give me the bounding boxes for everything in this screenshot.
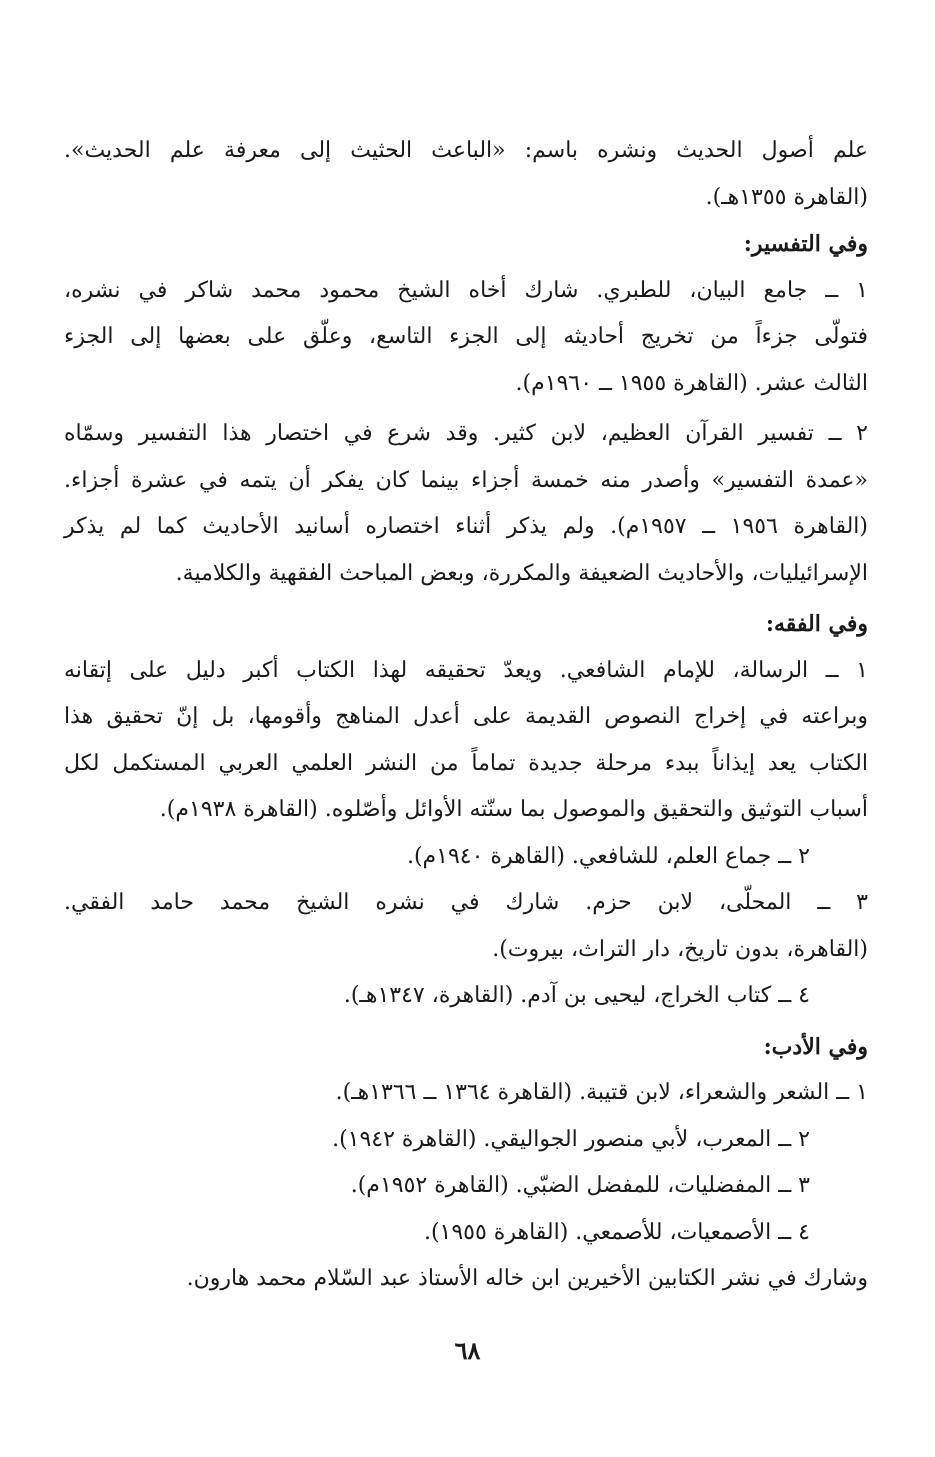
page-body [64, 128, 868, 1303]
tafsir-item-2-line-1: ٢ ــ تفسير القرآن العظيم، لابن كثير. وقد شرع في اختصار هذا التفسير وسمّاه [64, 421, 868, 446]
tafsir-item-1-line-3: الثالث عشر. (القاهرة ١٩٥٥ ــ ١٩٦٠م). [515, 370, 868, 396]
fiqh-item-3-line-1: ٣ ــ المحلّى، لابن حزم. شارك في نشره الشيخ محمد حامد الفقي. [64, 890, 868, 915]
fiqh-item-2: ٢ ــ جماع العلم، للشافعي. (القاهرة ١٩٤٠م). [406, 843, 810, 869]
fiqh-item-1-line-3: الكتاب يعد إيذاناً ببدء مرحلة جديدة تماماً من النشر العلمي العربي المستكمل لكل [64, 750, 868, 776]
tafsir-item-2 [64, 411, 868, 597]
fiqh-item-1 [64, 648, 868, 834]
intro-line-2: (القاهرة ١٣٥٥هـ). [705, 184, 868, 210]
tafsir-item-1-line-1: ١ ــ جامع البيان، للطبري. شارك أخاه الشيخ محمود محمد شاكر في نشره، [64, 277, 868, 303]
tafsir-item-2-line-2: «عمدة التفسير» وأصدر منه خمسة أجزاء بينما كان يفكر أن يتمه في عشرة أجزاء. [64, 467, 868, 493]
fiqh-item-4: ٤ ــ كتاب الخراج، ليحيى بن آدم. (القاهرة، ١٣٤٧هـ). [343, 983, 810, 1008]
adab-closing-line: وشارك في نشر الكتابين الأخيرين ابن خاله الأستاذ عبد السّلام محمد هارون. [186, 1266, 868, 1291]
adab-item-3: ٣ ــ المفضليات، للمفضل الضبّي. (القاهرة ١٩٥٢م). [350, 1173, 810, 1198]
tafsir-item-1-line-2: فتولّى جزءاً من تخريج أحاديثه إلى الجزء التاسع، وعلّق على بعضها إلى الجزء [64, 324, 868, 349]
fiqh-heading: وفي الفقه: [765, 611, 868, 637]
intro-line-1: علم أصول الحديث ونشره باسم: «الباعث الحثيث إلى معرفة علم الحديث». [64, 138, 868, 163]
adab-heading: وفي الأدب: [763, 1033, 868, 1060]
adab-item-1: ١ ــ الشعر والشعراء، لابن قتيبة. (القاهرة ١٣٦٤ ــ ١٣٦٦هـ). [335, 1080, 868, 1105]
adab-item-2: ٢ ــ المعرب، لأبي منصور الجواليقي. (القاهرة ١٩٤٢). [332, 1126, 810, 1152]
adab-item-4: ٤ ــ الأصمعيات، للأصمعي. (القاهرة ١٩٥٥). [423, 1219, 810, 1245]
tafsir-item-1 [64, 268, 868, 408]
fiqh-item-1-line-1: ١ ــ الرسالة، للإمام الشافعي. ويعدّ تحقيقه لهذا الكتاب أكبر دليل على إتقانه [64, 657, 868, 683]
fiqh-item-1-line-4: أسباب التوثيق والتحقيق والموصول بما سنّته الأوائل وأصّلوه. (القاهرة ١٩٣٨م). [159, 797, 868, 822]
tafsir-item-2-line-4: الإسرائيليات، والأحاديث الضعيفة والمكررة، وبعض المباحث الفقهية والكلامية. [175, 560, 868, 586]
page-number: ٦٨ [454, 1336, 481, 1365]
tafsir-item-2-line-3: (القاهرة ١٩٥٦ ــ ١٩٥٧م). ولم يذكر أثناء اختصاره أسانيد الأحاديث كما لم يذكر [64, 514, 868, 539]
tafsir-heading: وفي التفسير: [743, 231, 868, 257]
fiqh-item-1-line-2: وبراعته في إخراج النصوص القديمة على أعدل المناهج وأقومها، بل إنّ تحقيق هذا [64, 704, 868, 729]
fiqh-item-3-line-2: (القاهرة، بدون تاريخ، دار التراث، بيروت). [492, 936, 868, 962]
fiqh-item-3 [64, 880, 868, 973]
